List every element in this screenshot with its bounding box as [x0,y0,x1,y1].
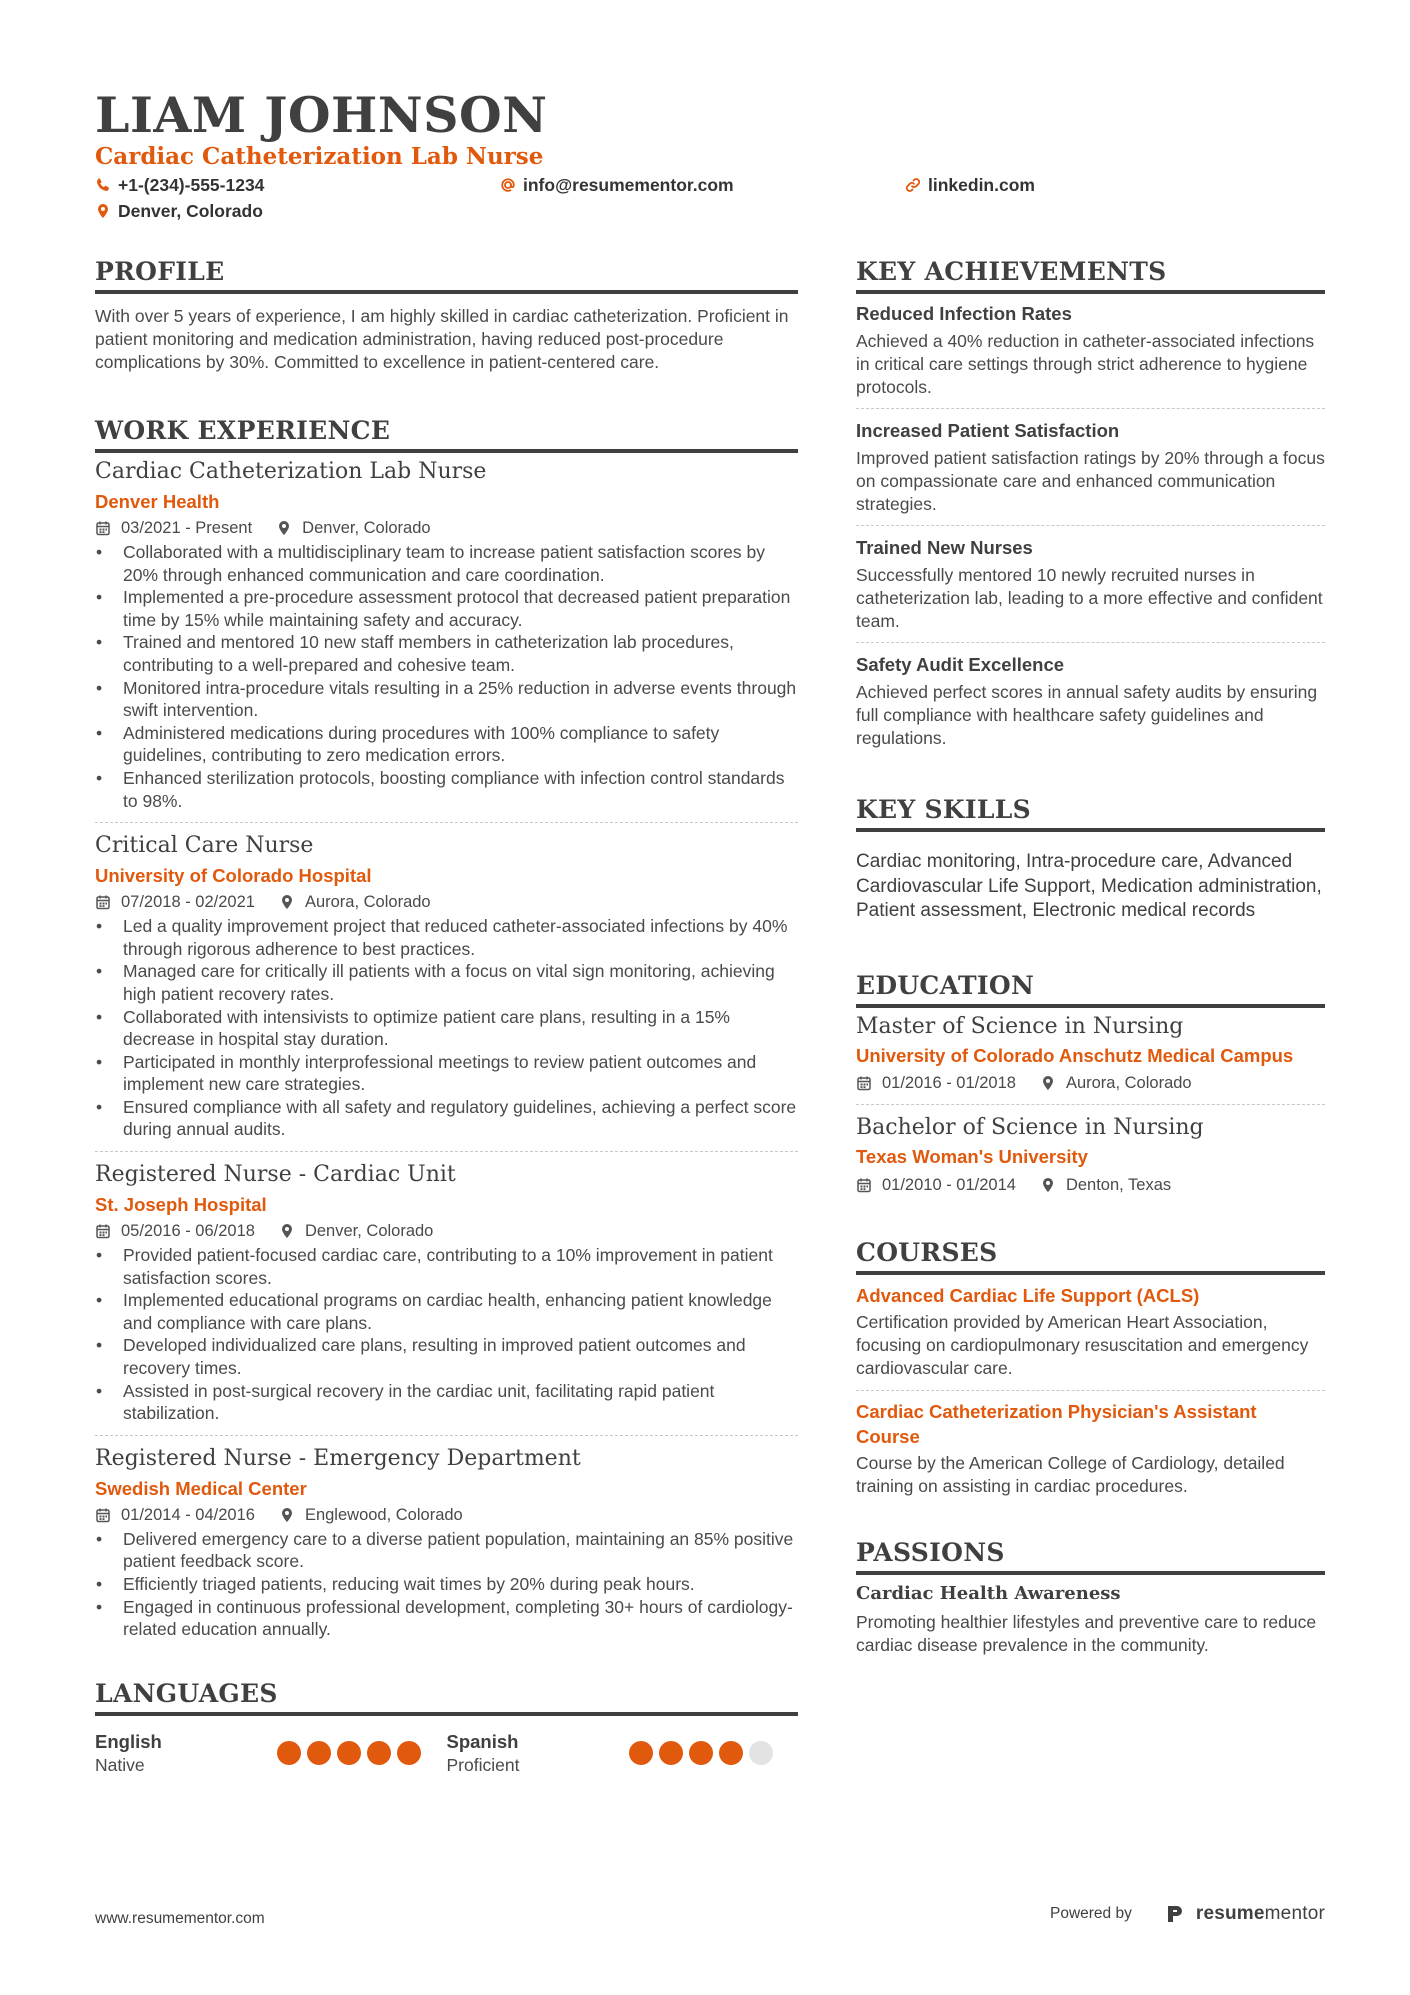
course-title: Advanced Cardiac Life Support (ACLS) [856,1284,1200,1306]
achievement-text: Improved patient satisfaction ratings by 20% through a focus on compassionate care and enhanced communication strategies. [856,448,1325,514]
job-entry [95,1152,798,1435]
calendar-icon [856,1177,872,1193]
job-organization: St. Joseph Hospital [95,1194,267,1216]
passions-heading: PASSIONS [856,1536,1325,1575]
job-meta [95,517,798,539]
job-title: Critical Care Nurse [95,833,314,859]
profile-section [95,255,798,374]
phone-text: +1-(234)-555-1234 [118,175,265,195]
job-meta [95,891,798,913]
job-title: Registered Nurse - Emergency Department [95,1445,581,1471]
work-experience-section [95,414,798,1651]
linkedin-text: linkedin.com [928,175,1035,195]
education-school: Texas Woman's University [856,1146,1088,1167]
achievement-item [856,643,1325,759]
calendar-icon [95,520,111,536]
education-degree: Bachelor of Science in Nursing [856,1115,1204,1140]
job-bullet: • Delivered emergency care to a diverse patient population, maintaining an 85% positive patient feedback score. [95,1528,798,1573]
education-location: Aurora, Colorado [1065,1074,1192,1092]
job-location: Aurora, Colorado [304,893,431,912]
course-text: Course by the American College of Cardiology, detailed training on assisting in cardiac procedures. [856,1453,1285,1496]
location-pin-icon [276,520,292,536]
achievement-item [856,294,1325,408]
job-bullet: • Collaborated with a multidisciplinary team to increase patient satisfaction scores by 20% through enhanced communication and care coordination. [95,541,798,586]
education-location: Denton, Texas [1065,1175,1172,1194]
job-organization: Denver Health [95,491,220,512]
job-bullet: • Efficiently triaged patients, reducing wait times by 20% during peak hours. [95,1573,798,1596]
location-pin-icon [279,1223,295,1239]
rating-dot-filled [307,1741,331,1765]
rating-dot-filled [659,1741,683,1765]
education-meta [856,1072,1325,1094]
resume-page [95,0,1325,1995]
education-meta [856,1174,1325,1196]
job-bullet: • Ensured compliance with all safety and regulatory guidelines, achieving a perfect score during annual audits. [95,1096,798,1141]
language-rating [629,1741,773,1777]
job-location: Denver, Colorado [304,1222,434,1241]
job-bullets [95,1528,798,1641]
rating-dot-empty [749,1741,773,1765]
skills-text: Cardiac monitoring, Intra-procedure care, Advanced Cardiovascular Life Support, Medication administration, Patient assessment, Electronic medical records [856,851,1322,921]
job-bullets [95,915,798,1141]
job-dates: 07/2018 - 02/2021 [121,893,255,912]
languages-section [95,1677,798,1777]
rating-dot-filled [367,1741,391,1765]
job-bullet: • Administered medications during procedures with 100% compliance to safety guidelines, contributing to zero medication errors. [95,722,798,767]
job-title: Cardiac Catheterization Lab Nurse [95,459,487,484]
candidate-name: LIAM JOHNSON [95,86,548,144]
achievements-heading: KEY ACHIEVEMENTS [856,255,1325,294]
language-item [447,1730,799,1777]
achievement-text: Achieved a 40% reduction in catheter-associated infections in critical care settings through strict adherence to hygiene protocols. [856,331,1315,397]
languages-list [95,1730,798,1777]
job-bullet: • Led a quality improvement project that reduced catheter-associated infections by 40% through rigorous adherence to best practices. [95,915,798,960]
at-icon [500,177,516,193]
achievement-item [856,526,1325,642]
language-name: English [95,1730,162,1752]
job-bullet: • Monitored intra-procedure vitals resulting in a 25% reduction in adverse events through swift intervention. [95,677,798,722]
course-text: Certification provided by American Heart Association, focusing on cardiopulmonary resuscitation and emergency cardiovascular care. [856,1312,1309,1378]
course-item [856,1391,1325,1498]
work-experience-heading: WORK EXPERIENCE [95,414,798,453]
job-dates: 05/2016 - 06/2018 [121,1222,255,1241]
achievement-item [856,409,1325,525]
job-bullet: • Managed care for critically ill patients with a focus on vital sign monitoring, achieving high patient recovery rates. [95,960,798,1005]
job-organization: University of Colorado Hospital [95,865,372,887]
job-location: Denver, Colorado [302,519,431,537]
language-name: Spanish [446,1730,519,1752]
location-text: Denver, Colorado [118,201,263,221]
courses-heading: COURSES [856,1236,1325,1275]
rating-dot-filled [629,1741,653,1765]
rating-dot-filled [277,1741,301,1765]
education-dates: 01/2016 - 01/2018 [882,1074,1016,1092]
rating-dot-filled [689,1741,713,1765]
job-dates: 01/2014 - 04/2016 [121,1505,255,1524]
education-school: University of Colorado Anschutz Medical Campus [856,1044,1294,1066]
achievement-text: Achieved perfect scores in annual safety audits by ensuring full compliance with healthcare safety guidelines and regulations. [856,682,1318,748]
brand-name [1196,1903,1325,1925]
course-item [856,1275,1325,1391]
job-entry [95,1436,798,1651]
passions-section [856,1536,1325,1657]
skills-section [856,793,1325,924]
languages-heading: LANGUAGES [95,1677,798,1716]
profile-text: With over 5 years of experience, I am highly skilled in cardiac catheterization. Proficient in patient monitoring and medication administration, having reduced post-procedure complications by 30%. Committed to excellence in patient-centered care. [95,306,789,372]
education-dates: 01/2010 - 01/2014 [882,1175,1016,1194]
rating-dot-filled [337,1741,361,1765]
job-bullet: • Provided patient-focused cardiac care, contributing to a 10% improvement in patient satisfaction scores. [95,1244,798,1289]
achievement-title: Increased Patient Satisfaction [856,420,1120,441]
brand-name-bold: resume [1195,1903,1265,1924]
passion-text: Promoting healthier lifestyles and preventive care to reduce cardiac disease prevalence in the community. [856,1612,1317,1655]
language-item [95,1730,447,1777]
footer-brand [1050,1903,1325,1925]
job-entry [95,823,798,1151]
education-item [856,1008,1325,1105]
skills-heading: KEY SKILLS [856,793,1325,832]
calendar-icon [95,1223,111,1239]
language-level: Native [95,1754,145,1775]
job-bullets [95,1244,798,1425]
job-location: Englewood, Colorado [304,1505,463,1524]
education-heading: EDUCATION [856,969,1325,1008]
job-bullet: • Trained and mentored 10 new staff members in catheterization lab procedures, contributing to a well-prepared and cohesive team. [95,631,798,676]
achievement-title: Safety Audit Excellence [856,654,1065,675]
job-bullets [95,541,798,812]
calendar-icon [856,1075,872,1091]
contact-email[interactable] [500,173,734,197]
footer-website[interactable]: www.resumementor.com [95,1910,265,1927]
contact-linkedin[interactable] [905,173,1035,197]
job-bullet: • Engaged in continuous professional development, completing 30+ hours of cardiology-related education annually. [95,1596,798,1641]
rating-dot-filled [719,1741,743,1765]
calendar-icon [95,1507,111,1523]
contact-phone[interactable] [95,173,264,197]
job-bullet: • Implemented educational programs on cardiac health, enhancing patient knowledge and compliance with care plans. [95,1289,798,1334]
left-column [95,255,798,1777]
course-title: Cardiac Catheterization Physician's Assistant Course [856,1401,1257,1447]
language-level: Proficient [446,1754,520,1775]
phone-icon [95,177,111,193]
profile-heading: PROFILE [95,255,798,294]
passion-item [856,1575,1325,1657]
candidate-title: Cardiac Catheterization Lab Nurse [95,143,544,170]
powered-by-text: Powered by [1050,1905,1132,1922]
passion-title: Cardiac Health Awareness [856,1583,1121,1604]
job-title: Registered Nurse - Cardiac Unit [95,1162,456,1188]
job-organization: Swedish Medical Center [95,1477,307,1499]
job-bullet: • Enhanced sterilization protocols, boosting compliance with infection control standards to 98%. [95,767,798,812]
location-pin-icon [279,1507,295,1523]
right-column [856,255,1325,1657]
job-bullet: • Collaborated with intensivists to optimize patient care plans, resulting in a 15% decrease in hospital stay duration. [95,1006,798,1051]
rating-dot-filled [397,1741,421,1765]
achievements-section [856,255,1325,759]
job-bullet: • Participated in monthly interprofessional meetings to review patient outcomes and implement new care strategies. [95,1051,798,1096]
location-pin-icon [1040,1177,1056,1193]
job-bullet: • Assisted in post-surgical recovery in the cardiac unit, facilitating rapid patient stabilization. [95,1380,798,1425]
education-item [856,1105,1325,1196]
resumementor-logo-icon [1166,1904,1184,1924]
job-dates: 03/2021 - Present [121,519,253,537]
job-meta [95,1220,798,1242]
job-bullet: • Developed individualized care plans, resulting in improved patient outcomes and recovery times. [95,1334,798,1379]
location-pin-icon [279,894,295,910]
brand-name-light: mentor [1264,1903,1325,1924]
calendar-icon [95,894,111,910]
courses-section [856,1236,1325,1499]
contact-location [95,199,263,223]
job-meta [95,1504,798,1526]
email-text: info@resumementor.com [523,175,734,195]
location-pin-icon [95,203,111,219]
job-entry [95,453,798,822]
education-section [856,969,1325,1196]
achievement-text: Successfully mentored 10 newly recruited nurses in catheterization lab, leading to a more effective and confident team. [856,565,1323,631]
location-pin-icon [1040,1075,1056,1091]
link-icon [905,177,921,193]
education-degree: Master of Science in Nursing [856,1013,1184,1039]
achievement-title: Trained New Nurses [856,537,1033,558]
job-bullet: • Implemented a pre-procedure assessment protocol that decreased patient preparation time by 15% while maintaining safety and accuracy. [95,586,798,631]
achievement-title: Reduced Infection Rates [856,303,1072,324]
language-rating [277,1741,421,1777]
